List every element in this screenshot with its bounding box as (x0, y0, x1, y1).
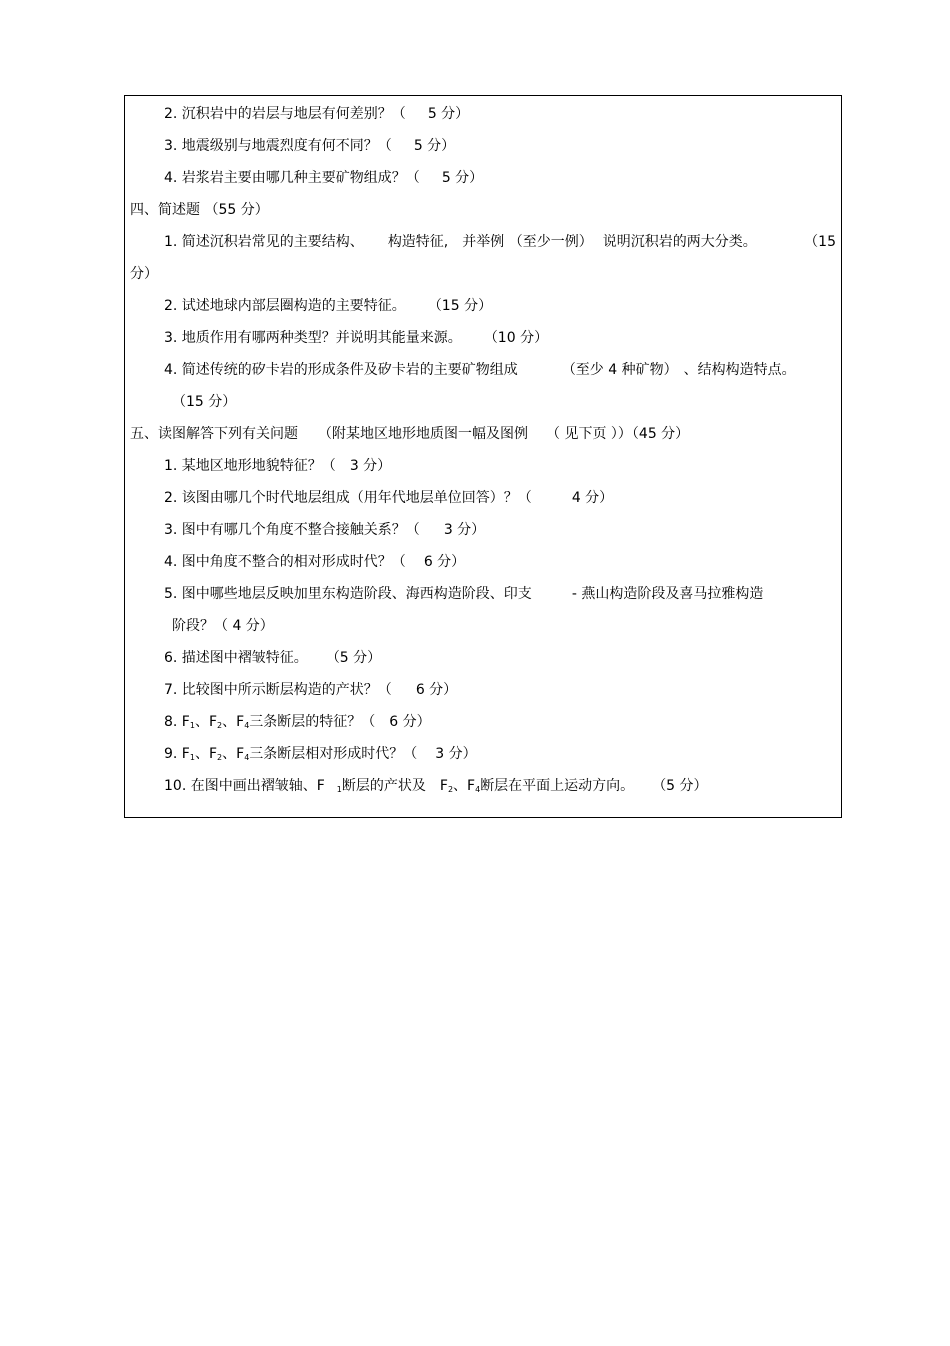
question-5-6: 6. 描述图中褶皱特征。 （5 分） (164, 650, 382, 666)
question-5-10: 10. 在图中画出褶皱轴、F $_1$断层的产状及 $F_2$、$F_4$断层在平面上运动方向。 （5 分） (164, 778, 708, 794)
question-4-4: 4. 简述传统的矽卡岩的形成条件及矽卡岩的主要矿物组成 （至少 4 种矿物） 、结构构造特点。 (164, 362, 796, 378)
question-5-4: 4. 图中角度不整合的相对形成时代？（ 6 分） (164, 554, 466, 570)
question-5-5: 5. 图中哪些地层反映加里东构造阶段、海西构造阶段、印支 - 燕山构造阶段及喜马拉雅构造 (164, 586, 764, 602)
question-5-9: 9. $F_1$、$F_2$、$F_4$三条断层相对形成时代？（ 3 分） (164, 746, 477, 762)
question-5-7: 7. 比较图中所示断层构造的产状？（ 6 分） (164, 682, 458, 698)
question-4-4-continued: （15 分） (172, 394, 237, 410)
question-4-1: 1. 简述沉积岩常见的主要结构、 构造特征, 并举例 （至少一例） 说明沉积岩的两大分类。 （15 (164, 234, 836, 250)
section-5-heading: 五、读图解答下列有关问题 （附某地区地形地质图一幅及图例 （ 见下页 ））（45 分） (130, 426, 690, 442)
question-3-2: 2. 沉积岩中的岩层与地层有何差别？（ 5 分） (164, 106, 470, 122)
section-4-heading: 四、简述题 （55 分） (130, 202, 269, 218)
question-4-3: 3. 地质作用有哪两种类型？并说明其能量来源。 （10 分） (164, 330, 549, 346)
question-3-3: 3. 地震级别与地震烈度有何不同？（ 5 分） (164, 138, 456, 154)
question-5-8: 8. $F_1$、$F_2$、$F_4$三条断层的特征？（ 6 分） (164, 714, 431, 730)
question-5-2: 2. 该图由哪几个时代地层组成（用年代地层单位回答）？（ 4 分） (164, 490, 614, 506)
question-5-3: 3. 图中有哪几个角度不整合接触关系？（ 3 分） (164, 522, 486, 538)
question-3-4: 4. 岩浆岩主要由哪几种主要矿物组成？（ 5 分） (164, 170, 484, 186)
question-4-1-continued: 分） (130, 266, 158, 282)
question-4-2: 2. 试述地球内部层圈构造的主要特征。 （15 分） (164, 298, 493, 314)
question-5-5-continued: 阶段？（ 4 分） (172, 618, 274, 634)
question-5-1: 1. 某地区地形地貌特征？（ 3 分） (164, 458, 392, 474)
